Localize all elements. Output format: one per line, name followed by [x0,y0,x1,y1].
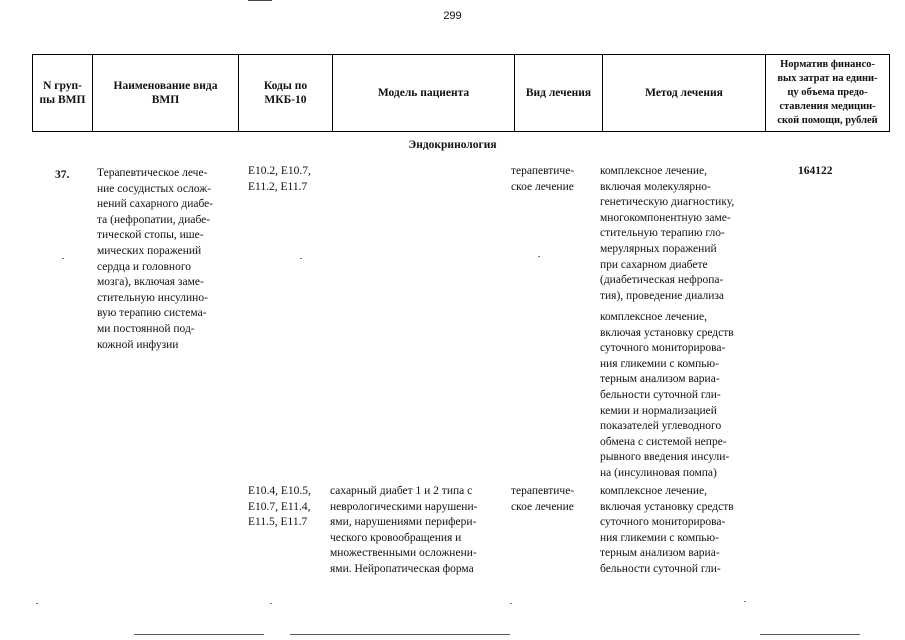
text-line: многокомпонентную заме- [600,211,731,224]
text-line: E10.4, E10.5, [248,485,311,497]
header-model [333,55,515,132]
text-line: ями. Нейропатическая форма [330,562,474,575]
text-line: неврологическими нарушени- [330,500,478,513]
text-line: бельности суточной гли- [600,388,721,401]
text-line: ческого кровообращения и [330,531,462,544]
text-line: N груп- [43,80,82,92]
text-line: E11.5, E11.7 [248,516,308,529]
entry-1-method-2 [600,310,765,482]
text-line: рывного введения инсули- [600,451,730,464]
text-line: мерулярных поражений [600,242,717,255]
header-method [603,55,766,132]
entry-2-codes [248,484,338,531]
section-title: Эндокринология [408,139,497,151]
text-line: на (инсулиновая помпа) [600,466,717,479]
text-line: E10.2, E10.7, [248,165,311,177]
text-line: цу объема предо- [787,87,868,98]
text-line: суточного мониторирова- [600,516,726,529]
text-line: включая установку средств [600,500,734,513]
text-line: кожной инфузии [97,338,179,351]
scan-speck [36,603,38,604]
text-line: Метод лечения [645,87,723,99]
header-table [32,54,890,132]
text-line: показателей углеводного [600,420,722,433]
text-line: при сахарном диабете [600,258,708,271]
entry-1-method-1 [600,164,765,304]
entry-1-treatment [511,164,596,195]
text-line: генетическую диагностику, [600,196,735,209]
entry-1-codes [248,164,338,195]
text-line: МКБ-10 [264,94,307,106]
text-line: E11.2, E11.7 [248,180,308,193]
text-line: ское лечение [511,180,574,193]
text-line: E10.7, E11.4, [248,500,311,513]
text-line: (диабетическая нефропа- [600,274,724,287]
text-line: ния гликемии с компью- [600,531,719,544]
bottom-rule [290,634,510,635]
scan-speck [538,256,540,257]
text-line: Коды по [263,80,308,92]
text-line: мозга), включая заме- [97,276,204,289]
scan-speck [270,603,272,604]
text-line: суточного мониторирова- [600,342,726,355]
header-norm [766,55,890,132]
text-line: комплексное лечение, [600,165,707,177]
text-line: кемии и нормализацией [600,404,717,417]
text-line: обмена с системой непре- [600,435,727,448]
scan-speck [300,258,302,259]
header-treatment [515,55,603,132]
row-name [97,166,247,353]
row-number: 37. [55,169,70,181]
text-line: ской помощи, рублей [777,115,878,126]
bottom-rule [134,634,264,635]
text-line: ния гликемии с компью- [600,357,719,370]
page-number: 299 [443,10,462,22]
text-line: стительную инсулино- [97,291,208,304]
header-row [33,55,890,132]
row-norm: 164122 [798,165,833,177]
top-rule [248,0,272,1]
text-line: Вид лечения [525,87,592,99]
text-line: Терапевтическое лече- [97,167,208,179]
text-line: комплексное лечение, [600,311,707,323]
text-line: сердца и головного [97,260,191,273]
text-line: ставления медицин- [779,101,876,112]
text-line: нений сахарного диабе- [97,198,214,211]
text-line: терапевтиче- [511,485,575,497]
text-line: ями, нарушениями перифери- [330,516,477,529]
text-line: терным анализом вариа- [600,547,720,560]
text-line: ми постоянной под- [97,322,195,335]
scan-speck [510,603,512,604]
entry-2-method-1 [600,484,765,578]
text-line: терапевтиче- [511,165,575,177]
header-name [93,55,239,132]
text-line: стительную терапию гло- [600,227,725,240]
text-line: пы ВМП [39,94,86,106]
header-codes [239,55,333,132]
text-line: комплексное лечение, [600,485,707,497]
text-line: сахарный диабет 1 и 2 типа с [330,485,473,497]
text-line: тия), проведение диализа [600,289,725,302]
text-line: включая установку средств [600,326,734,339]
entry-2-treatment [511,484,596,515]
text-line: бельности суточной гли- [600,562,721,575]
text-line: вых затрат на едини- [777,73,878,84]
text-line: ское лечение [511,500,574,513]
text-line: мических поражений [97,244,202,257]
text-line: ние сосудистых ослож- [97,182,212,195]
scan-speck [744,601,746,602]
header-group [33,55,93,132]
bottom-rule [760,634,860,635]
text-line: та (нефропатии, диабе- [97,213,211,226]
text-line: терным анализом вариа- [600,373,720,386]
text-line: тической стопы, ише- [97,229,204,242]
text-line: Модель пациента [377,87,470,99]
text-line: Норматив финансо- [780,59,875,70]
text-line: вую терапию системa- [97,307,207,320]
scan-speck [62,258,64,259]
text-line: множественными осложнени- [330,547,477,560]
text-line: Наименование вида [113,80,218,92]
text-line: включая молекулярно- [600,180,711,193]
text-line: ВМП [151,94,180,106]
entry-2-model [330,484,510,578]
